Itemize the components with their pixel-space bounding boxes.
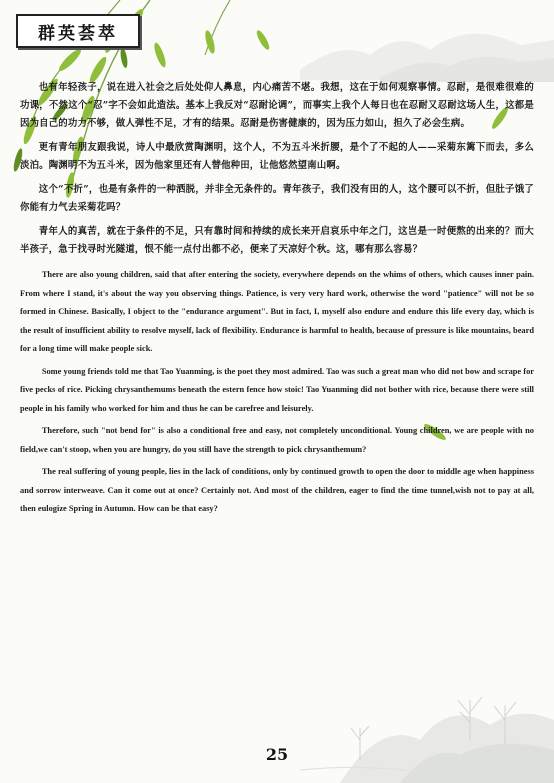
paragraph-en-2: Some young friends told me that Tao Yuanming, is the poet they most admired. Tao was such a great man who did not bow and scrape for five pecks of rice. Picking chrysanthemums beneath the estern fence how stoic! Tao Yuanming did not bother with rice, because there were still people in his family who worked for him and thus he can be carefree and leisurely. [20,366,534,413]
paragraph-zh-4: 青年人的真苦，就在于条件的不足，只有靠时间和持续的成长来开启哀乐中年之门，这岂是一时便熬的出来的？而大半孩子，急于找寻时光隧道，恨不能一点付出都不必，便来了天凉好个秋。这，哪有那么容易？ [20,226,534,255]
article-body [20,79,534,523]
paragraph-zh-1: 也有年轻孩子，说在进入社会之后处处仰人鼻息，内心痛苦不堪。我想，这在于如何观察事情。忍耐，是很难很难的功课，不然这个“忍”字不会如此造法。基本上我反对“忍耐论调”，而事实上我个人每日也在忍耐又忍耐这场人生，这都是因为自己的功力不够，做人弹性不足，才有的结果。忍耐是伤害健康的，因为压力如山，担久了必会生病。 [20,82,534,129]
paragraph-zh-3: 这个“不折”，也是有条件的一种洒脱，并非全无条件的。青年孩子，我们没有田的人，这个腰可以不折，但肚子饿了你能有力气去采菊花吗？ [20,184,534,213]
paragraph-zh-2: 更有青年朋友跟我说，诗人中最欣赏陶渊明，这个人，不为五斗米折腰，是个了不起的人——采菊东篱下而去，多么淡泊。陶渊明不为五斗米，因为他家里还有人替他种田，让他悠然望南山啊。 [20,142,534,171]
section-title-box [16,14,140,48]
ink-mountain-top-icon [300,34,554,82]
paragraph-en-4: The real suffering of young people, lies in the lack of conditions, only by continued growth to open the door to middle age when happiness and sorrow interweave. Can it come out at once? Certainly not. And most of the children, eager to find the time tunnel,wish not to pay at all, then eulogize Spring in Autumn. How can be that easy? [20,467,534,513]
paragraph-en-1: There are also young children, said that after entering the society, everywhere depends on the whims of others, which causes inner pain. From where I stand, it's about the way you observing things. Patience, is very very hard work, otherwise the word "patience" will not be so formed in Chinese. Basically, I object to the "endurance argument". But in fact, I, myself also endure and endure this life every day, which is the result of insufficient ability to resolve myself, lack of flexibility. Endurance is harmful to health, because of pressure is like mountains, beard for a long time will make people sick. [20,270,534,353]
ink-landscape-bottom-icon [300,697,554,783]
page-number: 25 [265,745,289,764]
section-title: 群英荟萃 [38,23,118,44]
paragraph-en-3: Therefore, such "not bend for" is also a conditional free and easy, not completely unconditional. Young children, we are people with no field,we can't stoop, when you are hungry, do you still have the strength to pick chrysanthemum? [20,426,534,454]
